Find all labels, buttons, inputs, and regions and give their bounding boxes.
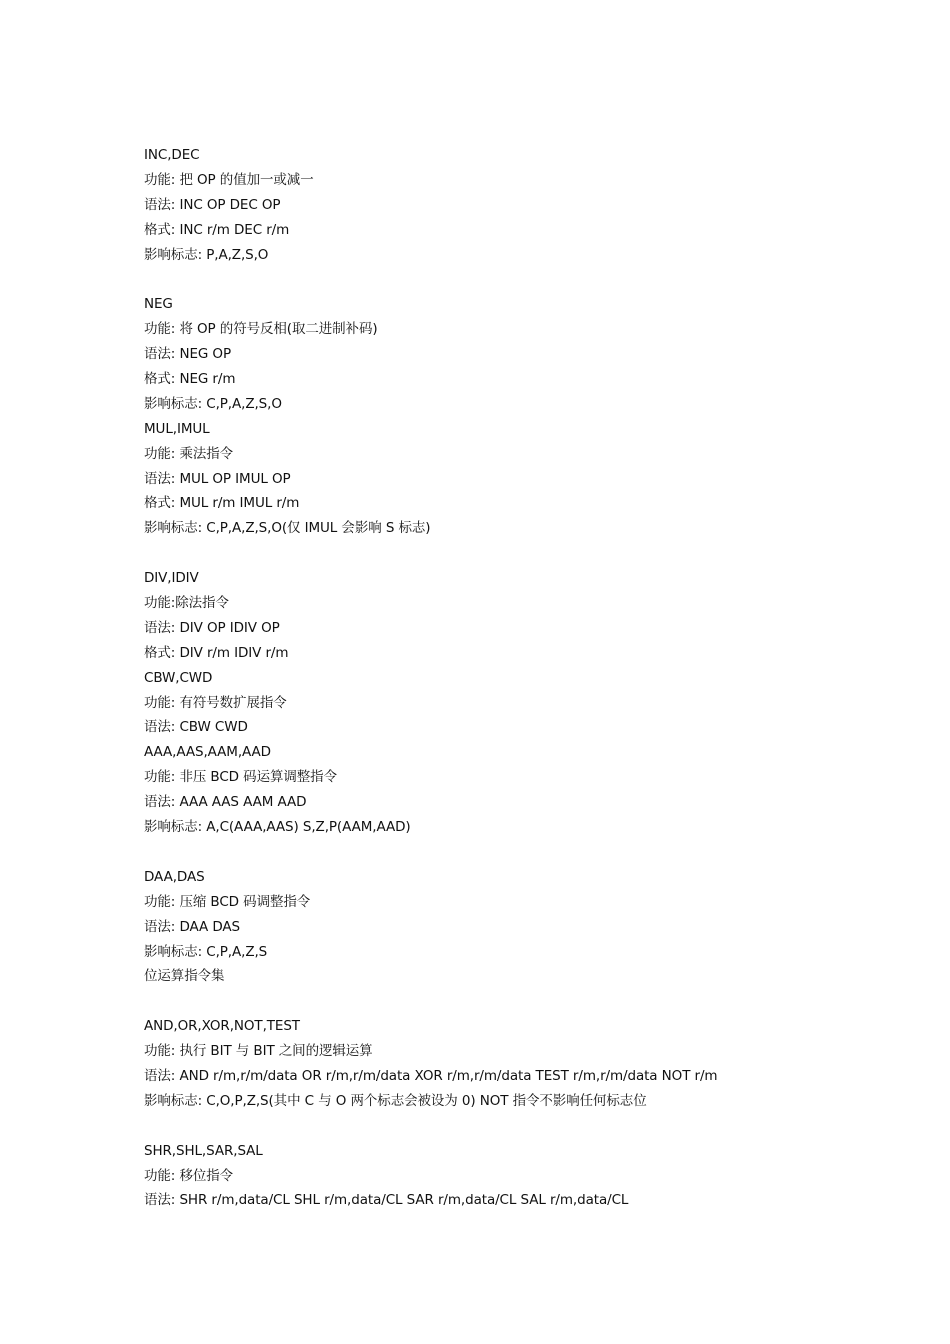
text-line: 语法: AAA AAS AAM AAD (144, 794, 307, 811)
section-heading-bit-ops: 位运算指令集 (144, 968, 225, 985)
text-line: 功能: 有符号数扩展指令 (144, 694, 287, 711)
text-line: 语法: CBW CWD (144, 719, 248, 736)
text-line: 语法: INC OP DEC OP (144, 196, 281, 213)
text-line: 功能: 把 OP 的值加一或减一 (144, 171, 314, 188)
section-heading-div-idiv: DIV,IDIV (144, 570, 199, 587)
section-heading-and-or-xor-not-test: AND,OR,XOR,NOT,TEST (144, 1018, 300, 1035)
text-line: 影响标志: P,A,Z,S,O (144, 246, 269, 263)
section-heading-mul-imul: MUL,IMUL (144, 420, 210, 437)
blank-line (144, 989, 924, 1014)
blank-line (144, 267, 924, 292)
text-line: 功能: 移位指令 (144, 1167, 234, 1184)
text-line: 功能:除法指令 (144, 595, 229, 612)
text-line: 功能: 乘法指令 (144, 445, 234, 462)
text-line: 格式: INC r/m DEC r/m (144, 221, 290, 238)
section-heading-cbw-cwd: CBW,CWD (144, 669, 213, 686)
text-line: 语法: DAA DAS (144, 918, 240, 935)
text-line: 功能: 非压 BCD 码运算调整指令 (144, 769, 337, 786)
text-line: 影响标志: C,P,A,Z,S,O (144, 395, 282, 412)
text-line: 语法: SHR r/m,data/CL SHL r/m,data/CL SAR r/m,data/CL SAL r/m,data/CL (144, 1192, 629, 1209)
text-line: 功能: 执行 BIT 与 BIT 之间的逻辑运算 (144, 1043, 373, 1060)
text-line: 影响标志: C,P,A,Z,S (144, 943, 268, 960)
text-line: 格式: DIV r/m IDIV r/m (144, 644, 289, 661)
blank-line (144, 840, 924, 865)
section-heading-neg: NEG (144, 296, 173, 313)
text-line: 格式: NEG r/m (144, 371, 236, 388)
blank-line (144, 541, 924, 566)
text-line: 语法: MUL OP IMUL OP (144, 470, 291, 487)
text-line: 语法: AND r/m,r/m/data OR r/m,r/m/data XOR r/m,r/m/data TEST r/m,r/m/data NOT r/m (144, 1067, 718, 1084)
text-line: 影响标志: C,P,A,Z,S,O(仅 IMUL 会影响 S 标志) (144, 520, 431, 537)
text-line: 格式: MUL r/m IMUL r/m (144, 495, 300, 512)
section-heading-shr-shl-sar-sal: SHR,SHL,SAR,SAL (144, 1142, 263, 1159)
text-line: 功能: 将 OP 的符号反相(取二进制补码) (144, 321, 378, 338)
text-line: 语法: NEG OP (144, 346, 231, 363)
text-line: 功能: 压缩 BCD 码调整指令 (144, 893, 311, 910)
blank-line (144, 1114, 924, 1139)
text-line: 语法: DIV OP IDIV OP (144, 619, 280, 636)
section-heading-aaa-aas-aam-aad: AAA,AAS,AAM,AAD (144, 744, 271, 761)
text-line: 影响标志: C,O,P,Z,S(其中 C 与 O 两个标志会被设为 0) NOT 指令不影响任何标志位 (144, 1092, 647, 1109)
section-heading-inc-dec: INC,DEC (144, 147, 200, 163)
text-line: 影响标志: A,C(AAA,AAS) S,Z,P(AAM,AAD) (144, 819, 411, 836)
document-body (144, 143, 924, 1213)
section-heading-daa-das: DAA,DAS (144, 868, 205, 885)
